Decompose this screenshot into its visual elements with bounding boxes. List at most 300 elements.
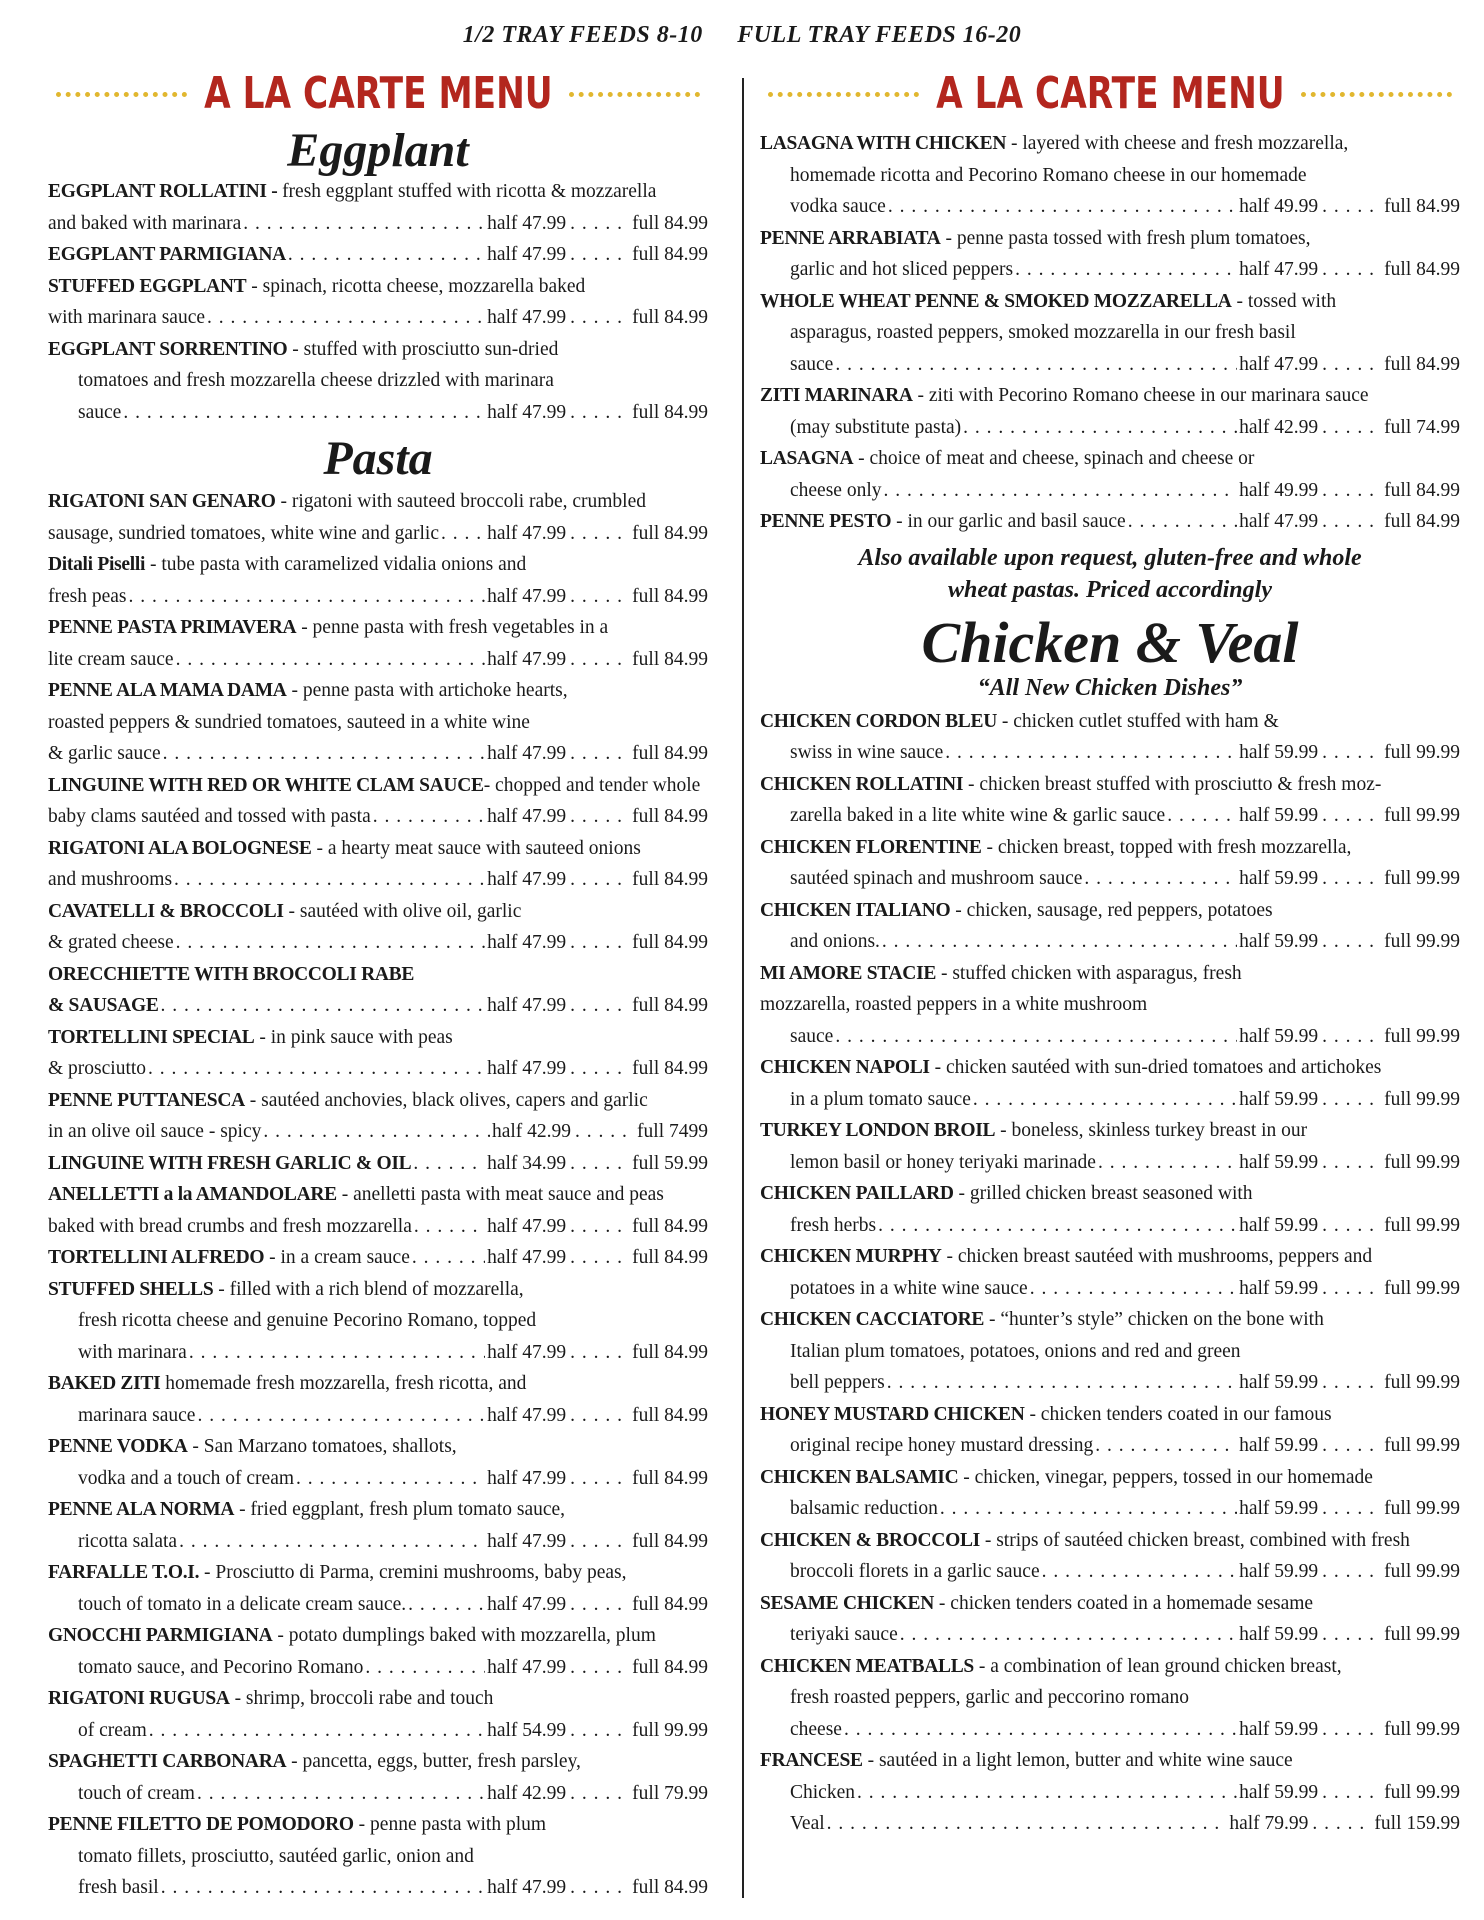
item-description: tomato sauce, and Pecorino Romano	[78, 1656, 364, 1678]
half-price: half 59.99	[1239, 1561, 1319, 1582]
half-price: half 34.99	[487, 1152, 567, 1174]
dot-leader	[963, 412, 1237, 444]
item-line	[48, 271, 708, 303]
half-price: half 47.99	[487, 1877, 567, 1898]
item-description: - chicken, sausage, red peppers, potatoes	[950, 899, 1273, 921]
half-price: half 59.99	[1239, 1781, 1319, 1803]
full-price: full 84.99	[632, 1058, 708, 1079]
pasta-note	[760, 542, 1460, 606]
item-line	[48, 486, 708, 518]
item-description: baby clams sautéed and tossed with pasta	[48, 806, 371, 827]
menu-item	[760, 1745, 1460, 1840]
item-description: balsamic reduction	[790, 1498, 938, 1519]
full-price: full 99.99	[1384, 742, 1460, 763]
menu-item	[48, 1179, 708, 1242]
dot-leader	[1084, 863, 1237, 895]
dot-leader	[189, 1337, 485, 1369]
item-name: PENNE ALA NORMA	[48, 1499, 235, 1520]
menu-item	[48, 770, 708, 833]
item-name: HONEY MUSTARD CHICKEN	[760, 1403, 1025, 1425]
half-price: half 47.99	[487, 1058, 567, 1079]
half-price: half 49.99	[1239, 196, 1319, 217]
dot-leader	[207, 302, 485, 334]
item-name: FRANCESE	[760, 1750, 863, 1771]
half-price: half 47.99	[487, 648, 567, 670]
item-name: EGGPLANT PARMIGIANA	[48, 244, 286, 265]
half-price: half 59.99	[1239, 868, 1319, 889]
price-line	[48, 644, 708, 676]
price-line	[48, 1211, 708, 1243]
item-description: - rigatoni with sauteed broccoli rabe, crumbled	[275, 491, 646, 512]
item-line	[48, 1809, 708, 1841]
dot-leader	[197, 1400, 485, 1432]
item-line	[48, 1022, 708, 1054]
full-price: full 84.99	[632, 806, 708, 827]
item-description	[48, 239, 286, 271]
full-price: full 84.99	[632, 995, 708, 1016]
dot-leader	[176, 644, 485, 676]
column-divider	[742, 78, 744, 1898]
dot-leader	[570, 302, 628, 334]
item-name: CHICKEN & BROCCOLI	[760, 1529, 980, 1551]
item-description: ricotta salata	[78, 1530, 178, 1552]
item-description: - chicken tenders coated in our famous	[1024, 1403, 1332, 1425]
dot-leader	[570, 927, 628, 959]
item-description	[48, 1148, 411, 1180]
half-price: half 47.99	[487, 244, 567, 265]
item-name: CAVATELLI & BROCCOLI	[48, 900, 284, 922]
half-price: half 47.99	[487, 522, 567, 544]
dot-leader	[570, 1778, 628, 1810]
dot-leader	[570, 518, 628, 550]
menu-item	[48, 1148, 708, 1180]
full-price: full 59.99	[632, 1152, 708, 1174]
item-line	[760, 1462, 1460, 1494]
item-description: cheese only	[790, 479, 882, 501]
dot-leader	[1167, 800, 1237, 832]
item-description: in a plum tomato sauce	[790, 1088, 971, 1110]
half-price: half 59.99	[1239, 1214, 1319, 1236]
item-description: - sautéed anchovies, black olives, capers and garlic	[244, 1089, 648, 1111]
item-line	[48, 1368, 708, 1400]
menu-item	[760, 506, 1460, 538]
half-price: half 47.99	[487, 585, 567, 607]
menu-item	[48, 176, 708, 239]
full-price: full 84.99	[1384, 196, 1460, 217]
item-name: TURKEY LONDON BROIL	[760, 1120, 996, 1141]
full-price: full 99.99	[1384, 1561, 1460, 1582]
item-description: with marinara	[78, 1341, 187, 1363]
dot-leader	[570, 1211, 628, 1243]
item-line	[760, 1241, 1460, 1273]
dot-leader	[570, 1053, 628, 1085]
half-price: half 47.99	[487, 932, 567, 953]
dot-leader	[888, 191, 1237, 223]
price-line	[760, 1777, 1460, 1809]
half-price: half 59.99	[1239, 1025, 1319, 1047]
item-line	[48, 1274, 708, 1306]
item-description: & prosciutto	[48, 1058, 147, 1079]
dot-leader	[1322, 506, 1380, 538]
item-name: MI AMORE STACIE	[760, 962, 937, 984]
price-line	[760, 349, 1460, 381]
item-description: & grated cheese	[48, 932, 174, 953]
dot-leader	[570, 581, 628, 613]
dot-leader	[123, 397, 485, 429]
item-description: touch of tomato in a delicate cream sauce.	[78, 1593, 407, 1615]
menu-item	[760, 1115, 1460, 1178]
dot-leader	[570, 1872, 628, 1904]
dot-leader	[570, 1526, 628, 1558]
item-name: FARFALLE T.O.I.	[48, 1562, 200, 1583]
dot-leader	[1322, 863, 1380, 895]
item-name: RIGATONI ALA BOLOGNESE	[48, 837, 312, 859]
full-price: full 74.99	[1384, 416, 1460, 438]
half-price: half 59.99	[1239, 931, 1319, 952]
item-line	[48, 365, 708, 397]
menu-item	[48, 549, 708, 612]
dot-leader	[373, 801, 485, 833]
item-description: bell peppers	[790, 1372, 885, 1393]
item-description: - chicken, vinegar, peppers, tossed in our homemade	[958, 1466, 1373, 1488]
item-line	[760, 832, 1460, 864]
item-description: fresh roasted peppers, garlic and peccorino romano	[790, 1687, 1190, 1708]
item-line	[48, 1085, 708, 1117]
dot-leader	[835, 1021, 1237, 1053]
item-line	[48, 770, 708, 802]
half-price: half 59.99	[1239, 805, 1319, 826]
price-line	[48, 397, 708, 429]
pasta-note-line: wheat pastas. Priced accordingly	[948, 576, 1272, 603]
item-description: - boneless, skinless turkey breast in our	[995, 1120, 1308, 1141]
price-line	[760, 1021, 1460, 1053]
dots-decoration	[768, 92, 919, 97]
item-name: PENNE PUTTANESCA	[48, 1089, 245, 1111]
item-line	[48, 612, 708, 644]
price-line	[48, 1337, 708, 1369]
full-price: full 84.99	[632, 1593, 708, 1615]
dot-leader	[570, 1652, 628, 1684]
full-price: full 7499	[637, 1121, 708, 1142]
item-description: - fried eggplant, fresh plum tomato sauce,	[234, 1499, 566, 1520]
dot-leader	[878, 1210, 1237, 1242]
item-description: teriyaki sauce	[790, 1624, 898, 1645]
menu-item	[48, 1494, 708, 1557]
item-description: - grilled chicken breast seasoned with	[953, 1183, 1253, 1204]
item-name: PENNE ALA MAMA DAMA	[48, 680, 287, 701]
dot-leader	[835, 349, 1237, 381]
dot-leader	[570, 1715, 628, 1747]
menu-item	[48, 1809, 708, 1904]
item-description: swiss in wine sauce	[790, 742, 944, 763]
full-price: full 99.99	[1384, 931, 1460, 952]
menu-item	[760, 1178, 1460, 1241]
item-line	[48, 1620, 708, 1652]
dot-leader	[570, 1337, 628, 1369]
full-price: full 99.99	[1384, 1277, 1460, 1299]
half-price: half 47.99	[487, 743, 567, 764]
eggplant-items	[48, 176, 708, 428]
item-line	[48, 833, 708, 865]
dot-leader	[148, 1053, 485, 1085]
dot-leader	[857, 1777, 1237, 1809]
dot-leader	[1030, 1273, 1237, 1305]
full-price: full 99.99	[1384, 1435, 1460, 1456]
dot-leader	[1322, 1430, 1380, 1462]
dot-leader	[900, 1619, 1237, 1651]
item-name: PENNE PESTO	[760, 511, 892, 532]
item-description: - penne pasta with plum	[353, 1814, 547, 1835]
menu-item	[760, 769, 1460, 832]
dot-leader	[1312, 1808, 1370, 1840]
item-description: asparagus, roasted peppers, smoked mozzarella in our fresh basil	[790, 322, 1296, 343]
menu-item	[48, 1746, 708, 1809]
half-price: half 59.99	[1239, 1498, 1319, 1519]
pasta-items	[48, 486, 708, 1904]
price-line	[48, 1652, 708, 1684]
item-line	[760, 443, 1460, 475]
item-description: - chopped and tender whole	[483, 774, 701, 796]
item-description: fresh peas	[48, 585, 127, 607]
item-description: - anelletti pasta with meat sauce and peas	[336, 1184, 664, 1205]
price-line	[48, 1053, 708, 1085]
dots-decoration	[569, 92, 700, 97]
banner-left	[48, 64, 708, 124]
half-price: half 47.99	[487, 212, 567, 234]
chicken-items	[760, 706, 1460, 1840]
item-description: mozzarella, roasted peppers in a white mushroom	[760, 994, 1148, 1015]
price-line	[48, 1400, 708, 1432]
item-description: and mushrooms	[48, 869, 173, 890]
item-line	[760, 1651, 1460, 1683]
dot-leader	[844, 1714, 1237, 1746]
full-price: full 99.99	[1384, 1624, 1460, 1645]
item-description: homemade ricotta and Pecorino Romano cheese in our homemade	[790, 164, 1307, 186]
item-description: - “hunter’s style” chicken on the bone with	[984, 1309, 1324, 1330]
menu-item	[48, 1431, 708, 1494]
item-description: - in pink sauce with peas	[254, 1026, 453, 1048]
dot-leader	[1322, 191, 1380, 223]
item-description	[48, 990, 159, 1022]
item-description: fresh ricotta cheese and genuine Pecorino Romano, topped	[78, 1310, 537, 1331]
item-description: baked with bread crumbs and fresh mozzarella	[48, 1215, 412, 1237]
price-line	[760, 1714, 1460, 1746]
item-description: fresh basil	[78, 1877, 159, 1898]
menu-item	[760, 380, 1460, 443]
item-description: - penne pasta with artichoke hearts,	[286, 680, 568, 701]
item-description: roasted peppers & sundried tomatoes, sauteed in a white wine	[48, 711, 530, 733]
item-description: - sautéed in a light lemon, butter and white wine sauce	[862, 1750, 1293, 1771]
dot-leader	[1015, 254, 1237, 286]
item-description: sausage, sundried tomatoes, white wine and garlic	[48, 522, 439, 544]
price-line	[48, 302, 708, 334]
item-name: SESAME CHICKEN	[760, 1592, 935, 1614]
dot-leader	[1042, 1556, 1237, 1588]
dot-leader	[973, 1084, 1237, 1116]
full-price: full 99.99	[1384, 1214, 1460, 1236]
item-name: PENNE PASTA PRIMAVERA	[48, 617, 297, 638]
item-name: STUFFED EGGPLANT	[48, 275, 247, 297]
half-price: half 47.99	[487, 1341, 567, 1363]
item-description: - chicken tenders coated in a homemade sesame	[934, 1592, 1314, 1614]
half-price: half 59.99	[1239, 742, 1319, 763]
half-price: half 47.99	[1239, 353, 1319, 375]
item-description: in an olive oil sauce - spicy	[48, 1121, 262, 1142]
half-price: half 79.99	[1229, 1813, 1309, 1834]
menu-item	[48, 896, 708, 959]
half-price: half 42.99	[1239, 416, 1319, 438]
item-name: CHICKEN PAILLARD	[760, 1183, 954, 1204]
dot-leader	[414, 1211, 485, 1243]
item-description: - Prosciutto di Parma, cremini mushrooms, baby peas,	[199, 1562, 627, 1583]
item-line	[760, 1588, 1460, 1620]
banner-title: A LA CARTE MENU	[935, 68, 1285, 119]
full-price: full 84.99	[1384, 259, 1460, 280]
dot-leader	[570, 1148, 628, 1180]
half-price: half 54.99	[487, 1719, 567, 1741]
full-tray-label: FULL TRAY FEEDS 16-20	[737, 22, 1022, 48]
menu-item	[760, 1304, 1460, 1399]
item-description: lite cream sauce	[48, 648, 174, 670]
half-price: half 59.99	[1239, 1277, 1319, 1299]
full-price: full 84.99	[632, 212, 708, 234]
full-price: full 99.99	[1384, 1088, 1460, 1110]
item-description: sauce	[790, 353, 834, 375]
price-line	[48, 990, 708, 1022]
section-title-pasta: Pasta	[323, 432, 433, 485]
price-line	[48, 1463, 708, 1495]
section-subtitle-chicken: “All New Chicken Dishes”	[977, 674, 1243, 701]
menu-item	[760, 1241, 1460, 1304]
dot-leader	[179, 1526, 485, 1558]
half-price: half 47.99	[487, 995, 567, 1016]
price-line	[760, 926, 1460, 958]
item-description: - a combination of lean ground chicken breast,	[973, 1655, 1342, 1677]
price-line	[760, 1367, 1460, 1399]
full-price: full 84.99	[632, 1341, 708, 1363]
menu-item	[48, 1242, 708, 1274]
item-line	[760, 769, 1460, 801]
left-column	[48, 64, 708, 1904]
item-line	[760, 1052, 1460, 1084]
half-price: half 47.99	[487, 1656, 567, 1678]
price-line	[48, 518, 708, 550]
menu-item	[760, 286, 1460, 381]
item-line	[760, 1682, 1460, 1714]
item-description: Italian plum tomatoes, potatoes, onions and red and green	[790, 1340, 1241, 1362]
price-line	[760, 254, 1460, 286]
half-price: half 47.99	[487, 401, 567, 423]
half-price: half 47.99	[487, 1404, 567, 1426]
full-price: full 84.99	[632, 1656, 708, 1678]
dot-leader	[365, 1652, 485, 1684]
item-line	[760, 223, 1460, 255]
item-line	[48, 896, 708, 928]
item-name: ANELLETTI a la AMANDOLARE	[48, 1184, 337, 1205]
dots-decoration	[56, 92, 187, 97]
full-price: full 84.99	[632, 869, 708, 890]
full-price: full 84.99	[632, 307, 708, 328]
item-name: GNOCCHI PARMIGIANA	[48, 1625, 273, 1646]
dot-leader	[945, 737, 1237, 769]
price-line	[760, 1619, 1460, 1651]
half-price: half 47.99	[487, 1530, 567, 1552]
price-line	[48, 1148, 708, 1180]
item-line	[760, 128, 1460, 160]
menu-item	[760, 895, 1460, 958]
full-price: full 99.99	[632, 1719, 708, 1741]
item-line	[760, 160, 1460, 192]
price-line	[760, 475, 1460, 507]
price-line	[48, 1589, 708, 1621]
price-line	[48, 1526, 708, 1558]
item-name: SPAGHETTI CARBONARA	[48, 1751, 287, 1772]
item-description: and onions.	[790, 931, 880, 952]
item-description: sauce	[790, 1025, 834, 1047]
half-price: half 42.99	[491, 1121, 572, 1142]
item-description: - a hearty meat sauce with sauteed onions	[311, 837, 641, 859]
item-name: & SAUSAGE	[48, 995, 159, 1016]
full-price: full 84.99	[632, 585, 708, 607]
item-name: Ditali Piselli	[48, 554, 146, 575]
menu-item	[760, 1525, 1460, 1588]
item-description: - spinach, ricotta cheese, mozzarella baked	[246, 275, 586, 297]
item-name: WHOLE WHEAT PENNE & SMOKED MOZZARELLA	[760, 290, 1232, 312]
menu-item	[760, 832, 1460, 895]
item-line	[48, 1557, 708, 1589]
banner-title: A LA CARTE MENU	[203, 68, 553, 119]
price-line	[48, 864, 708, 896]
dot-leader	[1322, 1147, 1380, 1179]
item-name: RIGATONI RUGUSA	[48, 1688, 230, 1709]
item-description: - shrimp, broccoli rabe and touch	[229, 1688, 494, 1709]
dot-leader	[163, 738, 485, 770]
section-title-eggplant: Eggplant	[287, 124, 469, 177]
half-price: half 47.99	[487, 1467, 567, 1489]
menu-item	[760, 223, 1460, 286]
item-description: - choice of meat and cheese, spinach and cheese or	[853, 448, 1255, 469]
item-line	[760, 989, 1460, 1021]
dot-leader	[174, 864, 485, 896]
dot-leader	[1322, 1367, 1380, 1399]
dot-leader	[1322, 1556, 1380, 1588]
menu-item	[760, 1588, 1460, 1651]
half-price: half 47.99	[1239, 259, 1319, 280]
dot-leader	[1322, 1210, 1380, 1242]
full-price: full 84.99	[632, 1530, 708, 1552]
dot-leader	[1322, 1273, 1380, 1305]
item-description: - potato dumplings baked with mozzarella, plum	[272, 1625, 656, 1646]
item-description: - stuffed chicken with asparagus, fresh	[936, 962, 1242, 984]
item-description: with marinara sauce	[48, 307, 206, 328]
dot-leader	[149, 1715, 485, 1747]
dot-leader	[129, 581, 486, 613]
item-description: tomato fillets, prosciutto, sautéed garlic, onion and	[78, 1845, 474, 1867]
full-price: full 84.99	[1384, 511, 1460, 532]
full-price: full 84.99	[632, 1247, 708, 1268]
half-price: half 47.99	[487, 1215, 567, 1237]
dot-leader	[570, 644, 628, 676]
dot-leader	[161, 1872, 485, 1904]
dot-leader	[884, 475, 1238, 507]
price-line	[760, 1493, 1460, 1525]
dot-leader	[441, 518, 485, 550]
full-price: full 84.99	[632, 932, 708, 953]
half-price: half 42.99	[487, 1782, 567, 1804]
item-description: - chicken sautéed with sun-dried tomatoes and artichokes	[929, 1057, 1382, 1078]
item-description: cheese	[790, 1718, 842, 1740]
dot-leader	[243, 208, 485, 240]
